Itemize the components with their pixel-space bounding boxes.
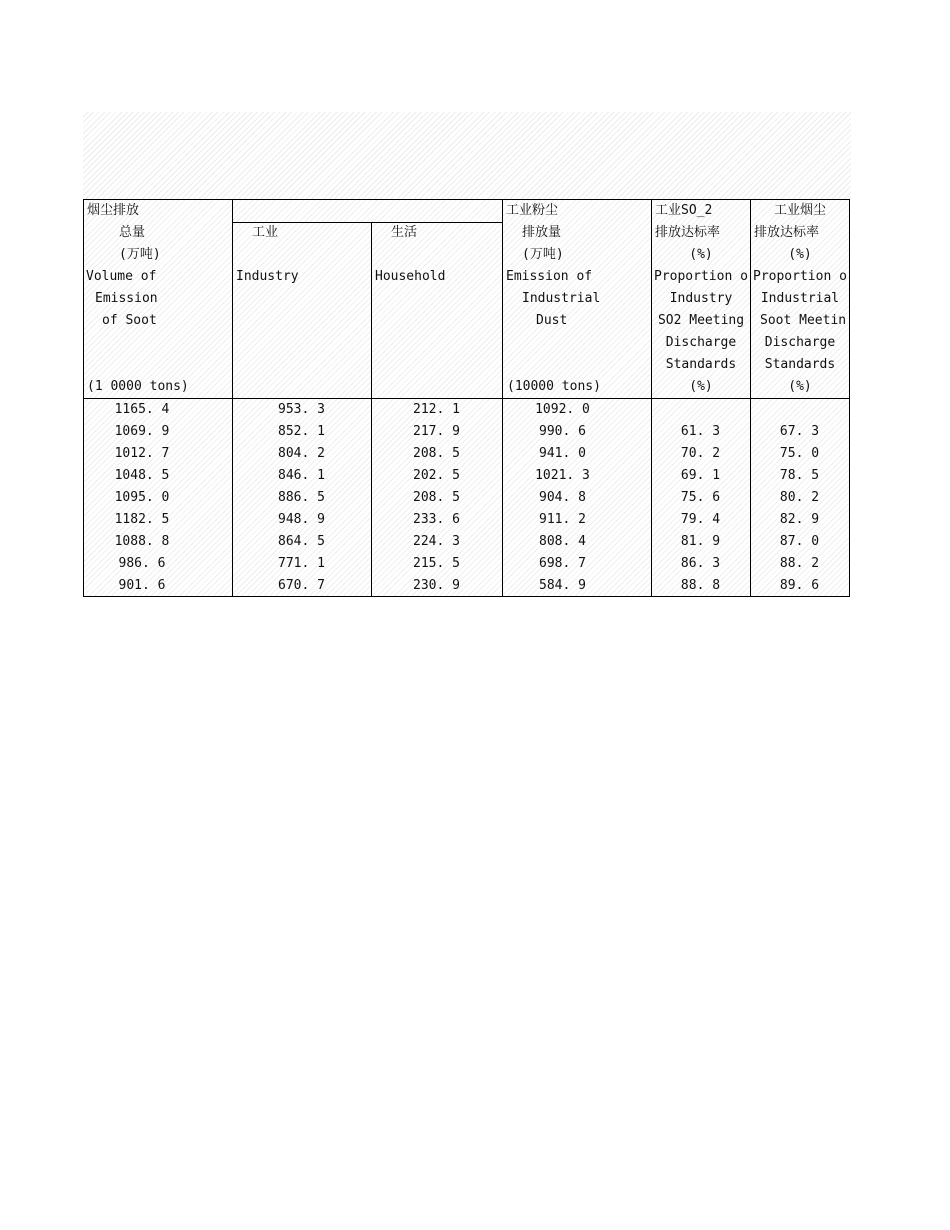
table-cell: 88. 8 [680,578,721,593]
table-cell: 75. 0 [779,446,820,461]
table-cell: 1012. 7 [114,446,170,461]
header-soot-cn1: 工业烟尘 [773,203,826,218]
table-cell: 75. 6 [680,490,721,505]
header-household-en: Household [375,269,446,284]
table-cell: 1092. 0 [535,402,590,417]
table-cell: 804. 2 [278,446,325,461]
table-cell: 86. 3 [680,556,721,571]
header-soot-pct: (%) [788,247,812,262]
header-so2-en-5: Standards [665,357,737,372]
table-cell: 1095. 0 [114,490,170,505]
table-cell [651,399,750,421]
header-household-cn: 生活 [391,225,418,240]
header-dust-en-1: Emission of [506,269,593,284]
table-cell: 78. 5 [779,468,820,483]
table-cell: 852. 1 [278,424,325,439]
header-soot-cn2: 排放达标率 [754,225,820,240]
table-cell: 88. 2 [779,556,820,571]
table-cell: 986. 6 [118,556,166,571]
table-cell: 202. 5 [413,468,460,483]
header-dust-cn1: 工业粉尘 [506,203,559,218]
header-dust-en-3: Dust [536,313,568,328]
header-so2-cn2: 排放达标率 [655,225,721,240]
table-cell: 79. 4 [680,512,721,527]
table-cell: 212. 1 [413,402,460,417]
table-cell: 67. 3 [779,424,820,439]
header-soot-en-3: Soot Meetin [760,313,847,328]
header-soot-en-5: Standards [764,357,836,372]
table-cell: 80. 2 [779,490,820,505]
table-cell: 990. 6 [539,424,586,439]
table-cell: 953. 3 [278,402,325,417]
table-cell: 808. 4 [539,534,586,549]
header-dust-unit-en: (10000 tons) [507,379,601,394]
header-so2-cn1: 工业SO_2 [655,203,713,218]
table-cell: 82. 9 [779,512,820,527]
header-total-en-1: Volume of [86,269,157,284]
header-dust-cn2: 排放量 [522,225,562,240]
header-soot-pct2: (%) [788,379,812,394]
table-cell: 904. 8 [539,490,586,505]
table-cell: 584. 9 [539,578,586,593]
header-dust-en-2: Industrial [522,291,601,306]
header-so2-en-4: Discharge [665,335,737,350]
header-total-en-2: Emission [95,291,158,306]
table-cell: 864. 5 [278,534,325,549]
table-cell: 208. 5 [413,446,460,461]
table-cell [750,399,849,421]
header-total-unit-en: (1 0000 tons) [87,379,189,394]
table-cell: 89. 6 [779,578,820,593]
table-cell: 233. 6 [413,512,460,527]
table-cell: 1182. 5 [114,512,170,527]
header-so2-en-2: Industry [669,291,733,306]
table-cell: 208. 5 [413,490,460,505]
header-so2-pct: (%) [689,247,713,262]
table-cell: 230. 9 [413,578,460,593]
header-soot-en-1: Proportion o [753,269,847,284]
header-total-cn1: 烟尘排放 [87,203,140,218]
table-cell: 698. 7 [539,556,586,571]
header-so2-en-1: Proportion o [654,269,748,284]
header-total-unit-cn: (万吨) [119,247,161,262]
table-cell: 771. 1 [278,556,325,571]
data-table [83,199,850,597]
table-cell: 69. 1 [680,468,721,483]
header-industry-en: Industry [236,269,299,284]
table-cell: 81. 9 [680,534,721,549]
table-cell: 911. 2 [539,512,586,527]
header-dust-unit-cn: (万吨) [522,247,564,262]
header-total-en-3: of Soot [102,313,157,328]
table-cell: 941. 0 [539,446,586,461]
table-cell: 87. 0 [779,534,820,549]
header-soot-en-2: Industrial [760,291,840,306]
table-cell: 948. 9 [278,512,325,527]
table-cell: 901. 6 [118,578,166,593]
table-cell: 70. 2 [680,446,721,461]
table-cell: 224. 3 [413,534,460,549]
table-cell: 670. 7 [278,578,325,593]
table-cell: 1021. 3 [535,468,590,483]
table-cell: 1069. 9 [114,424,170,439]
header-soot-en-4: Discharge [764,335,836,350]
table-cell: 846. 1 [278,468,325,483]
table-cell: 1048. 5 [114,468,170,483]
table-cell: 217. 9 [413,424,460,439]
header-so2-pct2: (%) [689,379,713,394]
table-cell: 61. 3 [680,424,721,439]
table-cell: 1088. 8 [114,534,170,549]
table-cell: 1165. 4 [114,402,170,417]
title-area [83,112,851,200]
header-so2-en-3: SO2 Meeting [657,313,745,328]
header-industry-cn: 工业 [252,225,279,240]
header-total-cn2: 总量 [119,225,146,240]
table-cell: 886. 5 [278,490,325,505]
table-cell: 215. 5 [413,556,460,571]
